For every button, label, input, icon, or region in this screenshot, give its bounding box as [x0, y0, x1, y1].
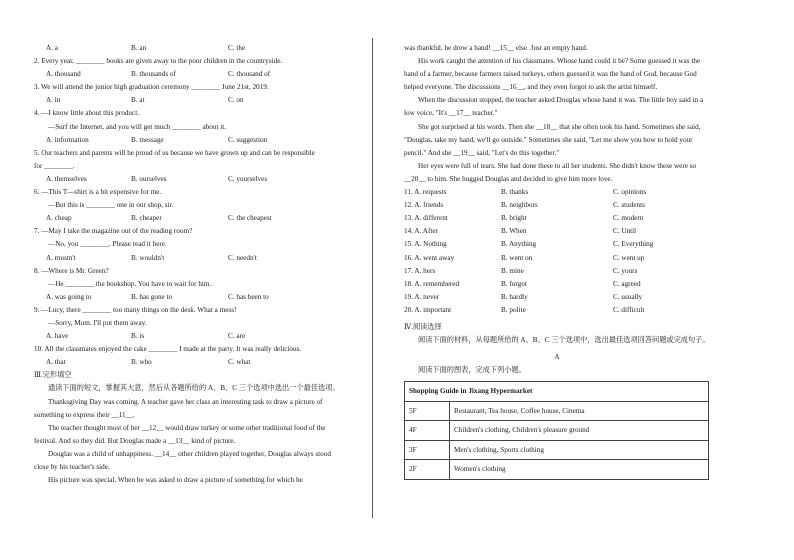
- passage-instructions: 阅读下面的图表，完成下列小题。: [418, 366, 526, 375]
- q1-options: [34, 42, 340, 55]
- option-a: A. mustn't: [46, 253, 76, 262]
- passage-paragraph-4-cont: was thankful, he drew a hand! __15__ else. Just an empty hand.: [404, 44, 588, 52]
- option-c: C. the cheapest: [228, 214, 272, 223]
- passage-paragraph-2: The teacher thought most of her __12__ would draw turkey or some other traditional food of the festival. And so they did. But Douglas made a __13__ kind of picture.: [34, 423, 326, 445]
- section-3-instructions: 通读下面的短文，掌握其大意，然后从各题所给的 A、B、C 三个选项中选出一个最佳选项。: [48, 384, 340, 393]
- option-c: C. what: [228, 358, 251, 367]
- option-b: B. who: [131, 358, 152, 367]
- question-4-reply: —Surf the Internet, and you will get much ________ about it.: [48, 122, 227, 131]
- question-7: 7. —May I take the magazine out of the reading room?: [34, 227, 193, 236]
- answer-row: 17. A. hers B. mine C. yours: [404, 266, 638, 275]
- option-a: A. in: [46, 96, 61, 105]
- passage-paragraph-1: Thanksgiving Day was coming. A teacher gave her class an interesting task to draw a picture of something to express their __11__.: [34, 397, 323, 419]
- passage-paragraph-5: His work caught the attention of his classmates. Whose hand could it be? Some guessed it was the hand of a farmer, because farmers raised turkeys, others guessed it was the hand of God, because God helped everyone. The discussions __16__, and they even forgot to ask the artist himself.: [404, 57, 701, 92]
- option-a: A. cheap: [46, 214, 72, 223]
- answer-row: 19. A. never B. hardly C. usually: [404, 292, 643, 301]
- option-c: C. thousand of: [228, 70, 271, 79]
- option-a: A. have: [46, 332, 69, 341]
- question-6-reply: —But this is ________ one in our shop, sir.: [48, 201, 174, 210]
- passage-paragraph-4: His picture was special. When he was asked to draw a picture of something for which he: [48, 476, 303, 485]
- floor-cell: 3F: [405, 440, 450, 460]
- question-9-reply: —Sorry, Mum. I'll put them away.: [48, 318, 147, 327]
- table-row: [405, 440, 709, 460]
- q5-options: [34, 173, 340, 186]
- contents-cell: Men's clothing, Sports clothing: [450, 440, 709, 460]
- section-4-title: Ⅳ.阅读选择: [404, 322, 442, 331]
- question-7-reply: —No, you ________. Please read it here.: [48, 240, 167, 249]
- option-c: C. are: [228, 332, 246, 341]
- answer-row: 16. A. went away B. went on C. went up: [404, 253, 645, 262]
- question-3: 3. We will attend the junior high graduation ceremony ________ June 21st, 2019.: [34, 83, 269, 92]
- shopping-guide-table: [404, 381, 709, 480]
- question-8-reply: —He ________ the bookshop. You have to wait for him.: [48, 279, 212, 288]
- question-5-cont: for ________.: [34, 161, 75, 170]
- answer-row: 13. A. different B. bright C. modern: [404, 214, 644, 223]
- table-title: Shopping Guide in Jixang Hypermarket: [405, 382, 709, 402]
- option-a: A. thousand: [46, 70, 81, 79]
- option-c: C. needn't: [228, 253, 257, 262]
- column-divider: [372, 38, 373, 518]
- section-3-title: Ⅲ.完形填空: [34, 371, 72, 380]
- option-b: B. is: [131, 332, 145, 341]
- answer-row: 18. A. remembered B. forgot C. agreed: [404, 279, 641, 288]
- floor-cell: 5F: [405, 401, 450, 421]
- q8-options: [34, 291, 340, 304]
- q7-options: [34, 252, 340, 265]
- q4-options: [34, 134, 340, 147]
- answer-row: 11. A. requests B. thanks C. opinions: [404, 188, 647, 197]
- option-c: C. yourselves: [228, 174, 268, 183]
- q3-options: [34, 94, 340, 107]
- table-row: [405, 460, 709, 480]
- q2-options: [34, 68, 340, 81]
- passage-paragraph-3: Douglas was a child of unhappiness. __14__ other children played together, Douglas always stood close by his teacher's side.: [34, 449, 331, 471]
- option-b: B. has gone to: [131, 292, 173, 301]
- q6-options: [34, 212, 340, 225]
- q9-options: [34, 330, 340, 343]
- answer-row: 14. A. After B. When C. Until: [404, 227, 637, 236]
- floor-cell: 2F: [405, 460, 450, 480]
- question-6: 6. —This T—shirt is a bit expensive for me.: [34, 188, 162, 197]
- option-b: B. an: [131, 44, 147, 52]
- option-b: B. ourselves: [131, 174, 167, 183]
- floor-cell: 4F: [405, 421, 450, 441]
- option-c: C. the: [228, 44, 246, 52]
- contents-cell: Restaurant, Tea house, Coffee house, Cinema: [450, 401, 709, 421]
- option-c: C. suggestion: [228, 135, 268, 144]
- passage-paragraph-8: Her eyes were full of tears. She had done these to all her students. She didn't know these were so __20__ to him. She hugged Douglas and decided to give him more love.: [404, 161, 697, 183]
- option-b: B. wouldn't: [131, 253, 165, 262]
- answer-row: 12. A. friends B. neighbors C. students: [404, 201, 645, 210]
- table-row: [405, 401, 709, 421]
- option-b: B. thousands of: [131, 70, 176, 79]
- passage-paragraph-6: When the discussion stopped, the teacher asked Douglas whose hand it was. The little boy said in a low voice, "It's __17__ teacher.": [404, 96, 704, 118]
- passage-paragraph-7: She got surprised at his words. Then she __18__ that she often took his hand. Sometimes she said, "Douglas, take my hand, we'll go outside." Sometimes she said, "Let me show you how to hold your pencil." And she __19__ said, "Let's do this together.": [404, 122, 701, 157]
- contents-cell: Children's clothing, Children's pleasure ground: [450, 421, 709, 441]
- cloze-answer-options: [404, 186, 710, 317]
- left-column: [34, 42, 340, 487]
- option-c: C. has been to: [228, 292, 269, 301]
- question-5: 5. Our teachers and parents will be proud of us because we have grown up and can be responsible: [34, 148, 315, 157]
- section-4-instructions: 阅读下面的材料，从每题所给的 A、B、C 三个选项中，选出最佳选项回答问题或完成句子。: [418, 336, 710, 345]
- question-10: 10. All the classmates enjoyed the cake ________ I made at the party. It was really delicious.: [34, 345, 302, 354]
- option-a: A. was going to: [46, 292, 92, 301]
- question-4: 4. —I know little about this product.: [34, 109, 140, 118]
- option-b: B. cheaper: [131, 214, 162, 223]
- question-9: 9. —Lucy, there ________ too many things on the desk. What a mess!: [34, 305, 237, 314]
- option-b: B. message: [131, 135, 164, 144]
- contents-cell: Women's clothing: [450, 460, 709, 480]
- right-column: [404, 42, 710, 480]
- option-c: C. on: [228, 96, 244, 105]
- option-a: A. information: [46, 135, 89, 144]
- option-b: B. at: [131, 96, 145, 105]
- option-a: A. that: [46, 358, 66, 367]
- option-a: A. themselves: [46, 174, 87, 183]
- table-row: [405, 421, 709, 441]
- option-a: A. a: [46, 44, 58, 52]
- table-title-row: [405, 382, 709, 402]
- answer-row: 20. A. important B. polite C. difficult: [404, 305, 645, 314]
- q10-options: [34, 356, 340, 369]
- question-8: 8. —Where is Mr. Green?: [34, 266, 109, 275]
- question-2: 2. Every year, ________ books are given away to the poor children in the countryside.: [34, 57, 283, 66]
- answer-row: 15. A. Nothing B. Anything C. Everything: [404, 240, 654, 249]
- passage-label: A: [554, 353, 560, 362]
